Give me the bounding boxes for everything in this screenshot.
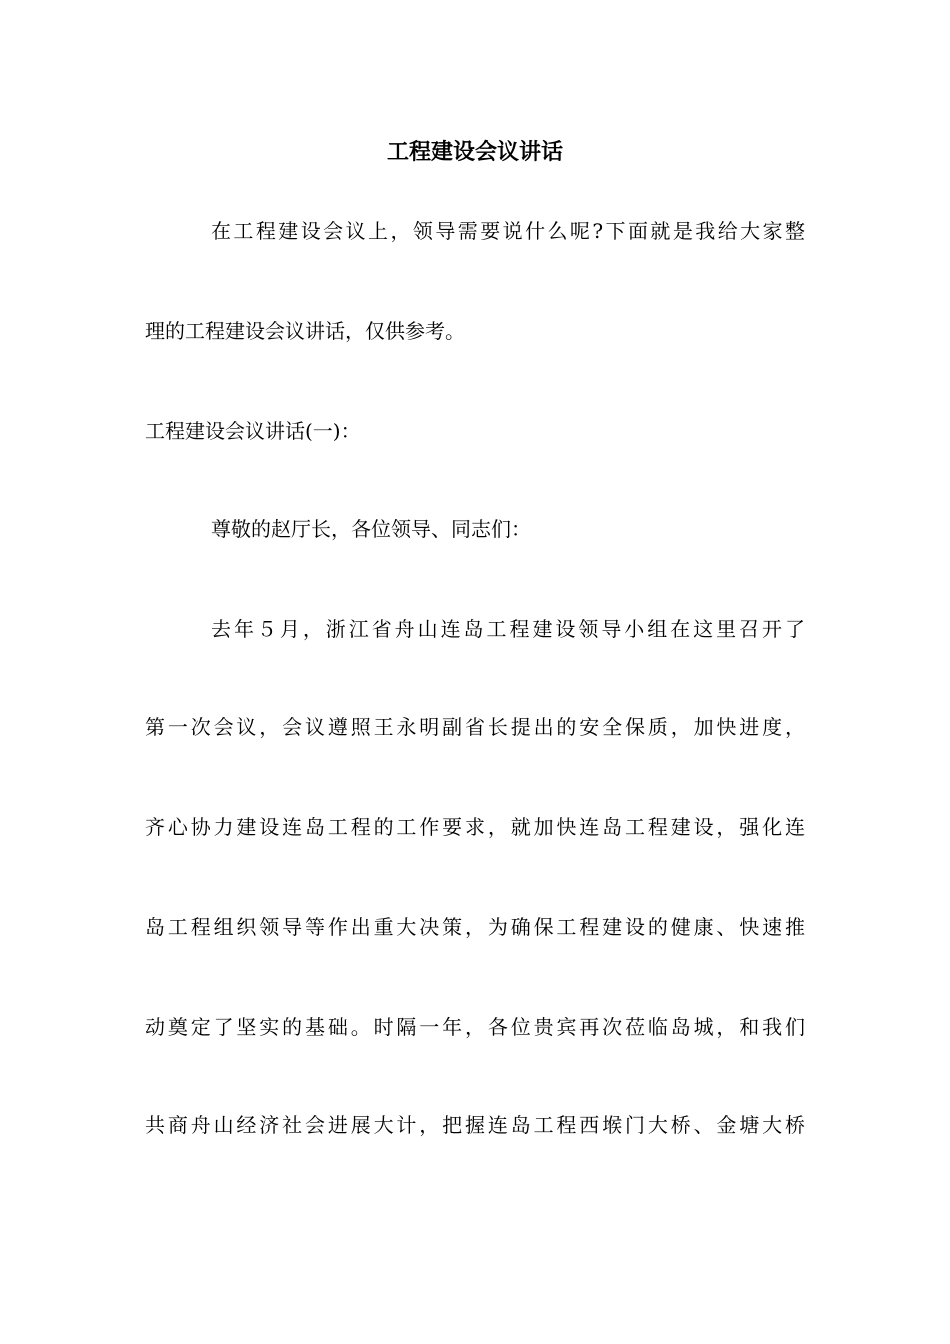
paragraph-line: 动奠定了坚实的基础。时隔一年，各位贵宾再次莅临岛城，和我们	[145, 1015, 805, 1039]
document-title: 工程建设会议讲话	[386, 139, 563, 165]
paragraph-line: 齐心协力建设连岛工程的工作要求，就加快连岛工程建设，强化连	[145, 815, 805, 839]
paragraph-line: 共商舟山经济社会进展大计，把握连岛工程西堠门大桥、金塘大桥	[145, 1113, 805, 1137]
paragraph-line: 岛工程组织领导等作出重大决策，为确保工程建设的健康、快速推	[145, 915, 805, 939]
paragraph-line: 理的工程建设会议讲话，仅供参考。	[145, 319, 465, 343]
paragraph-line: 去年５月，浙江省舟山连岛工程建设领导小组在这里召开了	[211, 617, 805, 641]
section-heading: 工程建设会议讲话(一)：	[145, 419, 361, 443]
salutation-line: 尊敬的赵厅长，各位领导、同志们：	[211, 517, 531, 541]
paragraph-line: 第一次会议，会议遵照王永明副省长提出的安全保质，加快进度，	[145, 715, 805, 739]
paragraph-line: 在工程建设会议上，领导需要说什么呢?下面就是我给大家整	[211, 219, 805, 243]
